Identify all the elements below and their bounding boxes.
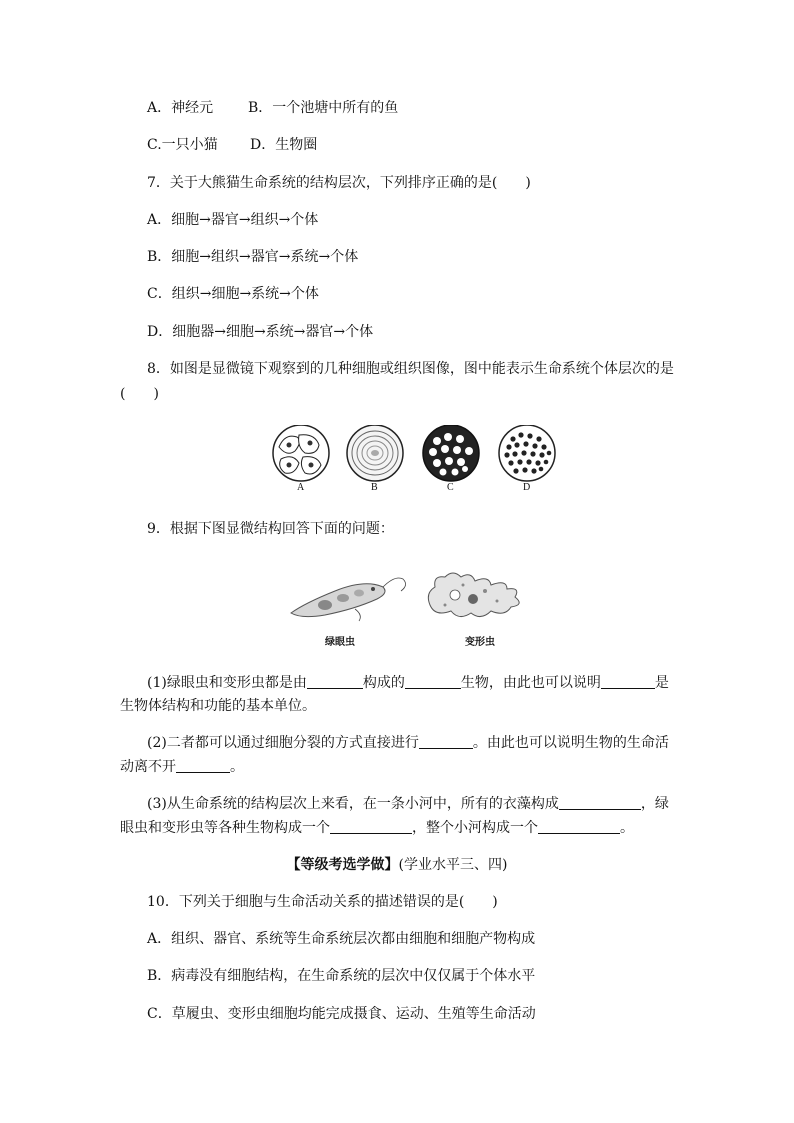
q10-option-b: B．病毒没有细胞结构，在生命系统的层次中仅仅属于个体水平 [147, 968, 536, 984]
section-heading-rest: (学业水平三、四) [398, 857, 508, 873]
q6-option-a: A．神经元 [147, 100, 214, 116]
q9-p1-text-a: (1)绿眼虫和变形虫都是由 [147, 675, 307, 691]
q9-organisms-figure [285, 565, 535, 625]
q9-p2-text-a: (2)二者都可以通过细胞分裂的方式直接进行 [147, 735, 419, 751]
q9-p3-text-c: 眼虫和变形虫等各种生物构成一个 [120, 820, 330, 836]
q9-p3-blank-1[interactable] [559, 795, 641, 810]
q9-part2-line2 [120, 758, 244, 776]
q8-stem-line1: 8．如图是显微镜下观察到的几种细胞或组织图像，图中能表示生命系统个体层次的是 [147, 361, 674, 377]
micrograph-b [347, 425, 403, 481]
q6-option-d: D．生物圈 [250, 137, 318, 153]
amoeba-illustration [428, 573, 519, 617]
q7-stem: 7．关于大熊猫生命系统的结构层次，下列排序正确的是( ) [147, 175, 531, 191]
q9-p1-text-d: 是 [654, 675, 669, 691]
section-heading-bold: 【等级考选学做】 [286, 857, 399, 873]
q9-p1-blank-2[interactable] [405, 674, 461, 689]
q10-option-c: C．草履虫、变形虫细胞均能完成摄食、运动、生殖等生命活动 [147, 1006, 536, 1022]
euglena-caption: 绿眼虫 [325, 637, 355, 648]
section-heading [0, 856, 794, 874]
q7-option-c: C．组织→细胞→系统→个体 [147, 286, 319, 302]
q9-p2-blank-2[interactable] [176, 758, 230, 773]
q6-option-c: C.一只小猫 [147, 137, 218, 153]
q9-part2-line1 [147, 734, 669, 752]
q9-p1-text-c: 生物，由此也可以说明 [460, 675, 601, 691]
q10-stem: 10．下列关于细胞与生命活动关系的描述错误的是( ) [147, 894, 498, 910]
q8-microscope-figure [265, 425, 565, 497]
micrograph-d [499, 425, 555, 481]
q9-part3-line2 [120, 819, 634, 837]
q9-p3-text-d: ，整个小河构成一个 [412, 820, 538, 836]
q9-p1-blank-3[interactable] [601, 674, 655, 689]
q9-p2-text-c: 动离不开 [120, 759, 176, 775]
q9-p2-text-d: 。 [230, 759, 244, 775]
micrograph-label-d: D [523, 482, 531, 493]
q9-p2-text-b: 。由此也可以说明生物的生命活 [472, 735, 669, 751]
q9-part1-line1 [147, 674, 669, 692]
q9-part3-line1 [147, 795, 669, 813]
q7-option-b: B．细胞→组织→器官→系统→个体 [147, 249, 359, 265]
q7-option-d: D．细胞器→细胞→系统→器官→个体 [147, 324, 374, 340]
q9-p3-text-b: ，绿 [640, 796, 669, 812]
micrograph-label-c: C [447, 482, 454, 493]
q9-p1-text-b: 构成的 [362, 675, 405, 691]
micrograph-label-a: A [297, 482, 305, 493]
q7-option-a: A．细胞→器官→组织→个体 [147, 212, 319, 228]
q9-p3-blank-3[interactable] [538, 819, 620, 834]
micrograph-a [273, 425, 329, 481]
q9-p1-blank-1[interactable] [307, 674, 363, 689]
q9-part1-line2: 生物体结构和功能的基本单位。 [120, 698, 316, 714]
q9-p3-blank-2[interactable] [330, 819, 412, 834]
q9-p3-text-e: 。 [620, 820, 634, 836]
amoeba-caption: 变形虫 [465, 637, 495, 648]
q9-stem: 9．根据下图显微结构回答下面的问题： [147, 521, 394, 537]
q6-option-b: B．一个池塘中所有的鱼 [248, 100, 399, 116]
micrograph-c [423, 425, 479, 481]
euglena-illustration [291, 578, 406, 621]
micrograph-label-b: B [371, 482, 378, 493]
q8-stem-line2: ( ) [120, 386, 159, 402]
q9-p2-blank-1[interactable] [419, 734, 473, 749]
q10-option-a: A．组织、器官、系统等生命系统层次都由细胞和细胞产物构成 [147, 931, 536, 947]
q9-p3-text-a: (3)从生命系统的结构层次上来看，在一条小河中，所有的衣藻构成 [147, 796, 559, 812]
